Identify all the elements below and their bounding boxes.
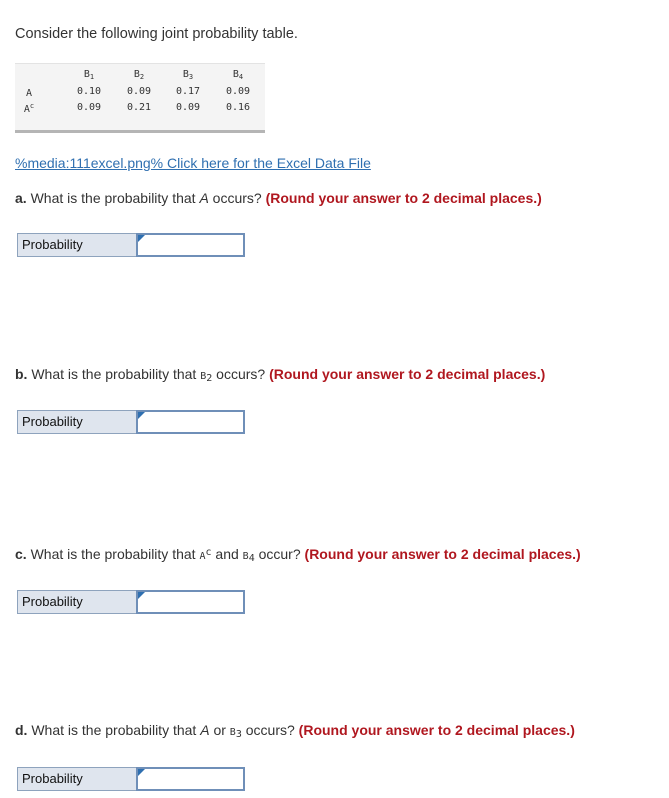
question-d: d. What is the probability that A or $B_3$ occurs? (Round your answer to 2 decimal places.) xyxy=(15,722,575,740)
corner-marker-icon xyxy=(138,592,145,599)
table-cell: 0.09 xyxy=(126,86,152,97)
corner-marker-icon xyxy=(138,769,145,776)
row-label-ac: $A^c$ xyxy=(23,102,35,115)
table-cell: 0.16 xyxy=(225,102,251,113)
table-cell: 0.09 xyxy=(175,102,201,113)
answer-label: Probability xyxy=(17,233,140,257)
col-header-b1: $B_1$ xyxy=(83,69,95,81)
col-header-b4: $B_4$ xyxy=(232,69,244,81)
question-a: a. What is the probability that A occurs? (Round your answer to 2 decimal places.) xyxy=(15,190,542,206)
table-cell: 0.10 xyxy=(76,86,102,97)
corner-marker-icon xyxy=(138,412,145,419)
probability-input-a[interactable] xyxy=(136,233,245,257)
corner-marker-icon xyxy=(138,235,145,242)
table-cell: 0.09 xyxy=(76,102,102,113)
probability-input-d[interactable] xyxy=(136,767,245,791)
answer-label: Probability xyxy=(17,767,140,791)
table-cell: 0.17 xyxy=(175,86,201,97)
row-label-a: A xyxy=(25,88,33,99)
col-header-b2: $B_2$ xyxy=(133,69,145,81)
intro-text: Consider the following joint probability table. xyxy=(15,26,298,42)
answer-label: Probability xyxy=(17,590,140,614)
answer-label: Probability xyxy=(17,410,140,434)
table-cell: 0.21 xyxy=(126,102,152,113)
question-b: b. What is the probability that $B_2$ occurs? (Round your answer to 2 decimal places.) xyxy=(15,366,546,384)
probability-input-b[interactable] xyxy=(136,410,245,434)
joint-probability-table xyxy=(15,63,265,133)
excel-data-link[interactable]: %media:111excel.png% Click here for the Excel Data File xyxy=(15,155,371,171)
table-cell: 0.09 xyxy=(225,86,251,97)
col-header-b3: $B_3$ xyxy=(182,69,194,81)
question-c: c. What is the probability that $A^c$ and $B_4$ occur? (Round your answer to 2 decimal places.) xyxy=(15,546,581,564)
probability-input-c[interactable] xyxy=(136,590,245,614)
